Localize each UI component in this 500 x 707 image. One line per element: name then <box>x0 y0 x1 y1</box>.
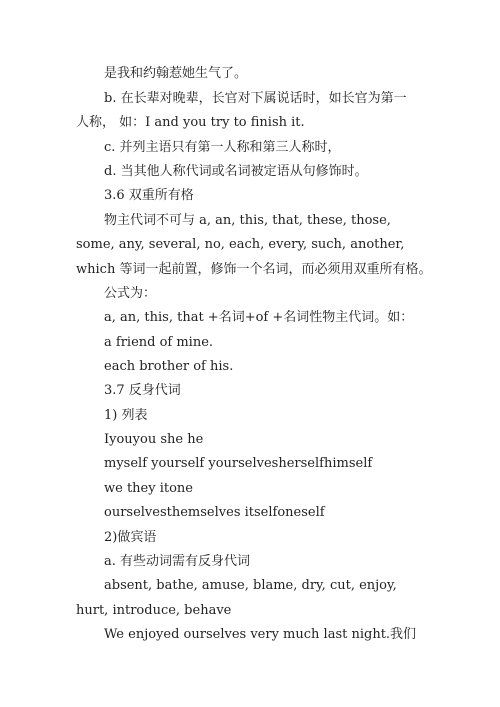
text-line: a, an, this, that +名词+of +名词性物主代词。如： <box>104 310 414 325</box>
text-line: 是我和约翰惹她生气了。 <box>104 66 248 81</box>
text-line: hurt, introduce, behave <box>76 603 232 618</box>
subsection-heading: 2)做宾语 <box>104 530 157 545</box>
section-heading: 3.7 反身代词 <box>104 383 181 398</box>
text-line: myself yourself yourselvesherselfhimself <box>104 456 373 471</box>
example-line: We enjoyed ourselves very much last night.我们 <box>104 627 417 642</box>
section-heading: 3.6 双重所有格 <box>104 188 194 203</box>
text-line: c. 并列主语只有第一人称和第三人称时， <box>104 140 341 155</box>
text-line: Iyouyou she he <box>104 432 204 447</box>
subsection-heading: 1) 列表 <box>104 408 148 423</box>
text-line: absent, bathe, amuse, blame, dry, cut, enjoy, <box>104 578 397 593</box>
text-line: some, any, several, no, each, every, such, another, <box>76 237 405 252</box>
example-line: a friend of mine. <box>104 335 214 350</box>
text-line: 物主代词不可与 a, an, this, that, these, those, <box>104 213 391 228</box>
text-line: which 等词一起前置，修饰一个名词，而必须用双重所有格。 <box>76 262 432 277</box>
text-line: a. 有些动词需有反身代词 <box>104 554 251 569</box>
text-line: d. 当其他人称代词或名词被定语从句修饰时。 <box>104 164 368 179</box>
text-line: we they itone <box>104 481 193 496</box>
text-line: 公式为： <box>104 286 157 301</box>
example-line: each brother of his. <box>104 359 234 374</box>
text-line: 人称， 如：I and you try to finish it. <box>76 115 305 130</box>
text-line: ourselvesthemselves itselfoneself <box>104 505 325 520</box>
text-line: b. 在长辈对晚辈，长官对下属说话时，如长官为第一 <box>104 91 407 106</box>
